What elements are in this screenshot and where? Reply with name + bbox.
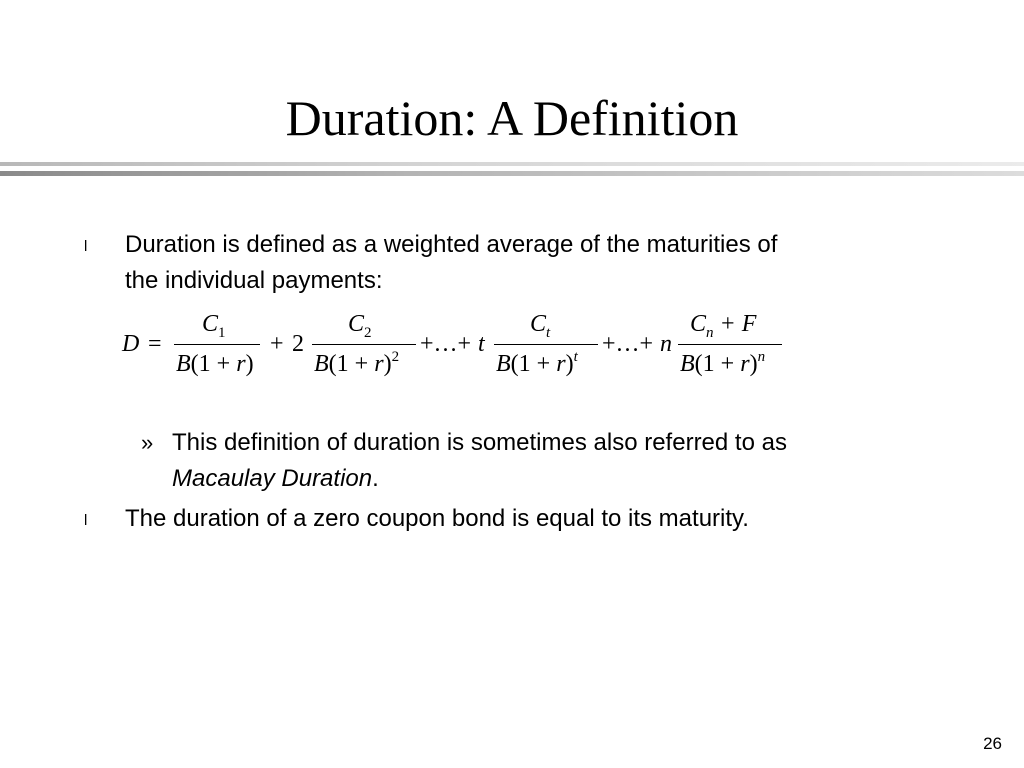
bullet-text-line: The duration of a zero coupon bond is equal to its maturity. bbox=[125, 505, 749, 532]
formula-coefficient: t bbox=[478, 331, 485, 357]
term-macaulay-duration: Macaulay Duration bbox=[172, 465, 373, 492]
formula-coefficient: 2 bbox=[292, 331, 304, 357]
duration-formula bbox=[118, 304, 818, 394]
formula-plus: + bbox=[270, 331, 284, 357]
formula-equals: = bbox=[148, 331, 162, 357]
formula-denominator: $B(1 + r)^n$ bbox=[680, 349, 766, 377]
slide-title: Duration: A Definition bbox=[285, 90, 739, 146]
formula-coefficient: n bbox=[660, 331, 672, 357]
formula-numerator: $C_2$ bbox=[348, 311, 372, 341]
sub-bullet-marker: » bbox=[141, 430, 154, 455]
bullet-text-line: Duration is defined as a weighted average of the maturities of bbox=[125, 231, 778, 258]
formula-lhs: D bbox=[122, 331, 140, 357]
formula-denominator: $B(1 + r)^2$ bbox=[314, 349, 400, 377]
fraction-bar bbox=[312, 344, 416, 345]
formula-denominator: B(1 + r) bbox=[176, 351, 254, 377]
formula-ellipsis: +…+ bbox=[420, 331, 472, 357]
sub-bullet-text-line: Macaulay Duration. bbox=[172, 465, 379, 492]
page-number: 26 bbox=[983, 734, 1002, 753]
bullet-marker: l bbox=[84, 238, 88, 255]
fraction-bar bbox=[494, 344, 598, 345]
title-rule-thin bbox=[0, 162, 1024, 166]
formula-denominator: $B(1 + r)^t$ bbox=[496, 349, 578, 377]
sub-bullet-text-line: This definition of duration is sometimes also referred to as bbox=[172, 429, 787, 456]
formula-numerator: $C_t$ bbox=[530, 311, 551, 341]
fraction-bar bbox=[174, 344, 260, 345]
bullet-marker: l bbox=[84, 512, 88, 529]
formula-ellipsis: +…+ bbox=[602, 331, 654, 357]
formula-numerator: $C_n + F$ bbox=[690, 311, 757, 341]
bullet-text-line: the individual payments: bbox=[125, 267, 383, 294]
fraction-bar bbox=[678, 344, 782, 345]
formula-numerator: $C_1$ bbox=[202, 311, 226, 341]
title-rule-thick bbox=[0, 171, 1024, 176]
